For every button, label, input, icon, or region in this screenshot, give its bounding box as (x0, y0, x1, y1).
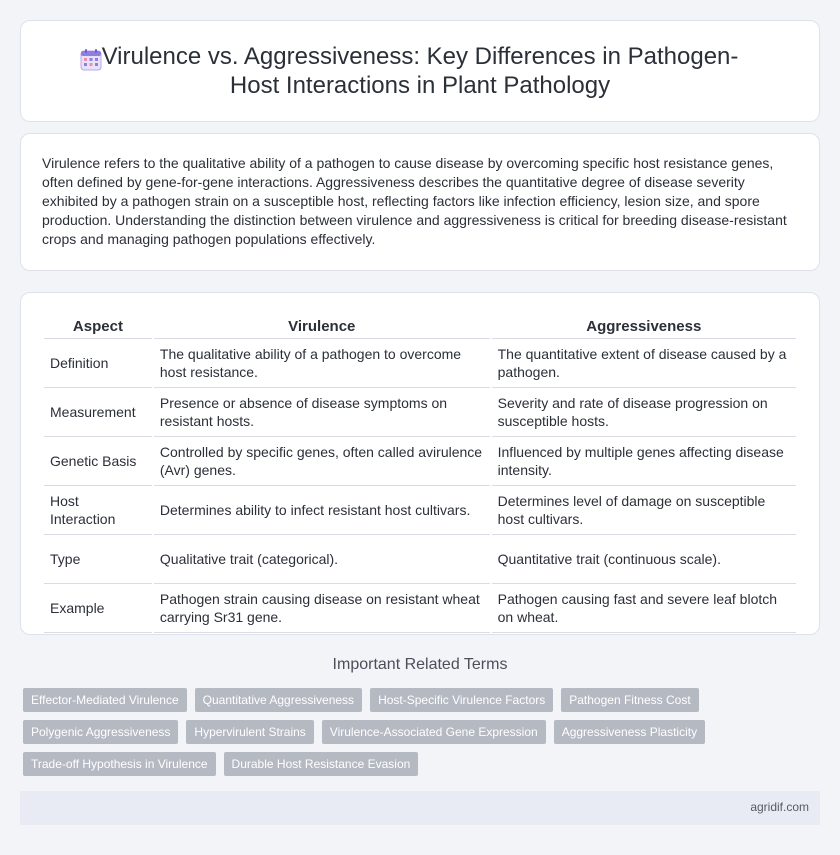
term-tag[interactable]: Host-Specific Virulence Factors (370, 688, 553, 712)
row-aspect: Host Interaction (44, 486, 152, 535)
row-aggressiveness: The quantitative extent of disease caused by a pathogen. (492, 339, 796, 388)
column-header-aggressiveness: Aggressiveness (492, 316, 796, 339)
table-row (44, 486, 796, 535)
row-aggressiveness: Pathogen causing fast and severe leaf blotch on wheat. (492, 584, 796, 633)
intro-card (20, 133, 820, 271)
comparison-table (42, 316, 798, 633)
row-virulence: The qualitative ability of a pathogen to overcome host resistance. (154, 339, 490, 388)
table-header-row (44, 316, 796, 339)
row-aggressiveness: Severity and rate of disease progression on susceptible hosts. (492, 388, 796, 437)
row-aspect: Measurement (44, 388, 152, 437)
term-tag[interactable]: Pathogen Fitness Cost (561, 688, 698, 712)
header-card (20, 20, 820, 122)
term-tag[interactable]: Durable Host Resistance Evasion (224, 752, 419, 776)
row-aspect: Definition (44, 339, 152, 388)
column-header-aspect: Aspect (44, 316, 152, 339)
intro-paragraph: Virulence refers to the qualitative ability of a pathogen to cause disease by overcoming specific host resistance genes, often defined by gene-for-gene interactions. Aggressiveness describes the quantitative degree of disease severity exhibited by a pathogen strain on a susceptible host, reflecting factors like infection efficiency, lesion size, and spore production. Understanding the distinction between virulence and aggressiveness is critical for breeding disease-resistant crops and managing pathogen populations effectively. (42, 155, 787, 247)
related-terms-list (23, 688, 723, 776)
row-virulence: Presence or absence of disease symptoms on resistant hosts. (154, 388, 490, 437)
table-row (44, 535, 796, 584)
comparison-table-card (20, 292, 820, 635)
table-row (44, 388, 796, 437)
table-row (44, 339, 796, 388)
row-aspect: Genetic Basis (44, 437, 152, 486)
term-tag[interactable]: Hypervirulent Strains (186, 720, 313, 744)
row-aggressiveness: Quantitative trait (continuous scale). (492, 535, 796, 584)
related-terms-heading: Important Related Terms (332, 656, 508, 673)
row-virulence: Controlled by specific genes, often called avirulence (Avr) genes. (154, 437, 490, 486)
term-tag[interactable]: Trade-off Hypothesis in Virulence (23, 752, 216, 776)
row-virulence: Pathogen strain causing disease on resistant wheat carrying Sr31 gene. (154, 584, 490, 633)
term-tag[interactable]: Aggressiveness Plasticity (554, 720, 705, 744)
footer-bar (20, 791, 820, 825)
row-aspect: Type (44, 535, 152, 584)
term-tag[interactable]: Virulence-Associated Gene Expression (322, 720, 546, 744)
term-tag[interactable]: Polygenic Aggressiveness (23, 720, 178, 744)
row-aggressiveness: Influenced by multiple genes affecting disease intensity. (492, 437, 796, 486)
term-tag[interactable]: Quantitative Aggressiveness (195, 688, 362, 712)
row-virulence: Qualitative trait (categorical). (154, 535, 490, 584)
table-row (44, 437, 796, 486)
page-title: Virulence vs. Aggressiveness: Key Differences in Pathogen-Host Interactions in Plant Pathology (101, 43, 739, 99)
row-aspect: Example (44, 584, 152, 633)
row-aggressiveness: Determines level of damage on susceptible host cultivars. (492, 486, 796, 535)
footer-site-link[interactable]: agridif.com (750, 800, 809, 814)
row-virulence: Determines ability to infect resistant host cultivars. (154, 486, 490, 535)
table-row (44, 584, 796, 633)
column-header-virulence: Virulence (154, 316, 490, 339)
term-tag[interactable]: Effector-Mediated Virulence (23, 688, 187, 712)
